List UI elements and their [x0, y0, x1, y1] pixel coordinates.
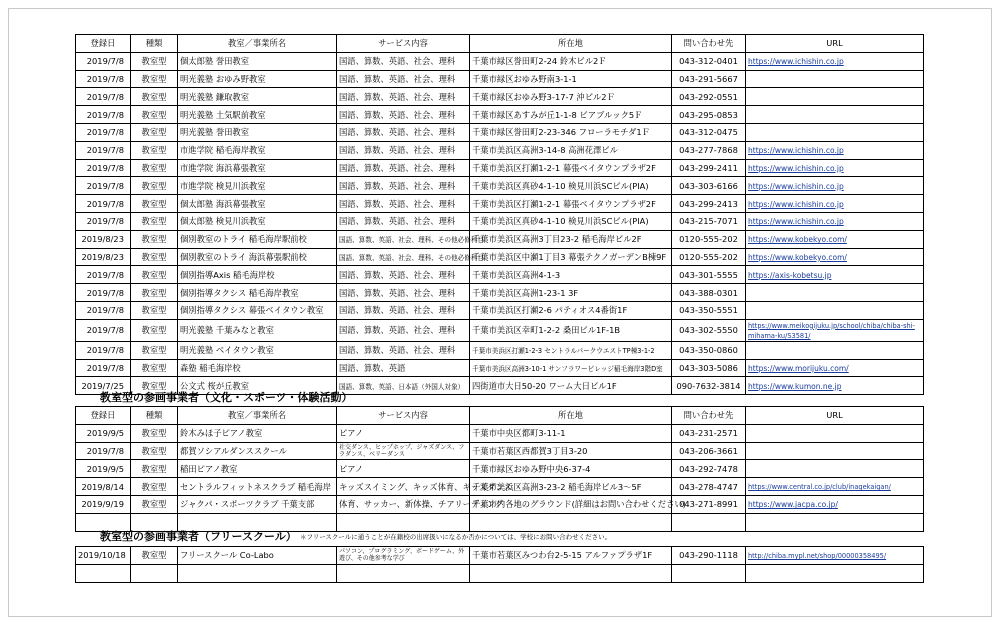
cell-type: 教室型 — [131, 359, 178, 377]
cell-address: 千葉市美浜区高洲3-14-8 高洲花澤ビル — [470, 141, 672, 159]
cell-date: 2019/8/14 — [76, 478, 131, 496]
cell-service: 国語、算数、英語、社会、理科 — [337, 141, 470, 159]
cell-contact: 043-312-0401 — [672, 52, 746, 70]
header-service: サービス内容 — [337, 35, 470, 53]
cell-date: 2019/9/5 — [76, 460, 131, 478]
cell-address: 千葉市緑区あすみが丘1-1-8 ビアブルック5Ｆ — [470, 106, 672, 124]
cell-contact: 043-277-7868 — [672, 141, 746, 159]
url-link[interactable]: https://www.kumon.ne.jp — [748, 381, 842, 391]
cell-type: 教室型 — [131, 177, 178, 195]
cell-service: 国語、算数、英語、社会、理科 — [337, 266, 470, 284]
cell-name: 市進学院 稲毛海岸教室 — [178, 141, 337, 159]
cell-service: 国語、算数、英語、社会、理科 — [337, 88, 470, 106]
cell-date: 2019/7/8 — [76, 266, 131, 284]
cell-name: セントラルフィットネスクラブ 稲毛海岸 — [178, 478, 337, 496]
cell-type: 教室型 — [131, 248, 178, 266]
cell-address: 千葉市若葉区みつわ台2-5-15 アルファプラザ1F — [470, 547, 672, 565]
cell-url — [746, 284, 924, 302]
cell-url — [746, 359, 924, 377]
cell-address: 千葉市美浜区高洲3丁目23-2 稲毛海岸ビル2F — [470, 230, 672, 248]
url-link[interactable]: http://chiba.mypl.net/shop/00000358495/ — [748, 552, 887, 561]
cell-type: 教室型 — [131, 195, 178, 213]
url-link[interactable]: https://www.kobekyo.com/ — [748, 252, 847, 262]
cell-name: 個太郎塾 誉田教室 — [178, 52, 337, 70]
cell-url — [746, 513, 924, 531]
cell-date: 2019/7/8 — [76, 159, 131, 177]
url-link[interactable]: https://www.ichishin.co.jp — [748, 199, 844, 209]
cell-contact: 043-215-7071 — [672, 212, 746, 230]
cell-address: 千葉市若葉区西都賀3丁目3-20 — [470, 442, 672, 460]
cell-type: 教室型 — [131, 123, 178, 141]
cell-type: 教室型 — [131, 230, 178, 248]
cell-url — [746, 88, 924, 106]
cell-contact: 043-301-5555 — [672, 266, 746, 284]
cell-name: 個別教室のトライ 海浜幕張駅前校 — [178, 248, 337, 266]
cell-date: 2019/7/8 — [76, 70, 131, 88]
cell-contact — [672, 513, 746, 531]
header-contact: 問い合わせ先 — [672, 407, 746, 425]
cell-service: 体育、サッカー、新体操、チアリーディング — [337, 495, 470, 513]
cell-date: 2019/7/8 — [76, 212, 131, 230]
cell-url — [746, 141, 924, 159]
url-link[interactable]: https://www.ichishin.co.jp — [748, 217, 844, 227]
cell-service: 国語、算数、英語、社会、理科 — [337, 177, 470, 195]
cell-name: 個太郎塾 検見川浜教室 — [178, 212, 337, 230]
cell-url — [746, 52, 924, 70]
header-url: URL — [746, 407, 924, 425]
header-address: 所在地 — [470, 407, 672, 425]
table-row — [76, 141, 924, 159]
cell-contact: 043-291-5667 — [672, 70, 746, 88]
cell-service: 国語、算数、英語、社会、理科 — [337, 52, 470, 70]
cell-address: 千葉市美浜区高洲1-23-1 3F — [470, 284, 672, 302]
cell-service: 国語、算数、英語、社会、理科 — [337, 106, 470, 124]
cell-name: フリースクール Co-Labo — [178, 547, 337, 565]
cell-contact: 043-295-0853 — [672, 106, 746, 124]
cell-url — [746, 106, 924, 124]
cell-service: 国語、算数、英語、社会、理科 — [337, 301, 470, 319]
culture-table — [75, 406, 924, 532]
cell-address: 千葉市内各地のグラウンド(詳細はお問い合わせください) — [470, 495, 672, 513]
cell-date: 2019/8/23 — [76, 248, 131, 266]
cell-type: 教室型 — [131, 106, 178, 124]
cell-address: 千葉市緑区誉田町2-23-346 フローラモチダ1Ｆ — [470, 123, 672, 141]
cell-name: 個別指導Axis 稲毛海岸校 — [178, 266, 337, 284]
cell-address: 千葉市美浜区打瀬1-2-1 幕張ベイタウンプラザ2F — [470, 195, 672, 213]
table-row — [76, 424, 924, 442]
cell-date: 2019/7/8 — [76, 301, 131, 319]
cell-date: 2019/9/19 — [76, 495, 131, 513]
cell-type — [131, 564, 178, 582]
cell-type: 教室型 — [131, 301, 178, 319]
url-link[interactable]: https://www.kobekyo.com/ — [748, 235, 847, 245]
table-row — [76, 442, 924, 460]
table-row — [76, 123, 924, 141]
cell-url — [746, 70, 924, 88]
freeschool-table — [75, 546, 924, 583]
table-row — [76, 547, 924, 565]
cell-type: 教室型 — [131, 547, 178, 565]
cell-service: 国語、算数、英語、社会、理科 — [337, 284, 470, 302]
cell-date: 2019/7/8 — [76, 442, 131, 460]
cell-date: 2019/7/25 — [76, 377, 131, 395]
cell-type: 教室型 — [131, 266, 178, 284]
cell-address: 千葉市緑区誉田町2-24 鈴木ビル2Ｆ — [470, 52, 672, 70]
cell-service: 国語、算数、英語、社会、理科 — [337, 212, 470, 230]
cell-url — [746, 564, 924, 582]
cell-type: 教室型 — [131, 212, 178, 230]
cell-address: 千葉市美浜区真砂4-1-10 検見川浜SCビル(PIA) — [470, 177, 672, 195]
cell-url — [746, 547, 924, 565]
cell-type: 教室型 — [131, 284, 178, 302]
cell-type: 教室型 — [131, 424, 178, 442]
header-contact: 問い合わせ先 — [672, 35, 746, 53]
cell-service: 国語、算数、英語、社会、理科 — [337, 319, 470, 341]
cell-address: 千葉市美浜区打瀬2-6 パティオス4番街1F — [470, 301, 672, 319]
cell-type: 教室型 — [131, 341, 178, 359]
cell-name: 都賀ソシアルダンススクール — [178, 442, 337, 460]
cell-date: 2019/7/8 — [76, 359, 131, 377]
cell-type: 教室型 — [131, 52, 178, 70]
cell-address: 四街道市大日50-20 ワーム大日ビル1F — [470, 377, 672, 395]
cell-service: 国語、算数、英語、社会、理科 — [337, 70, 470, 88]
cell-address — [470, 513, 672, 531]
cell-contact: 043-299-2411 — [672, 159, 746, 177]
cell-service: 社交ダンス、ヒップホップ、ジャズダンス、フラダンス、ベリーダンス — [337, 442, 470, 460]
cell-contact: 0120-555-202 — [672, 230, 746, 248]
cell-name: 明光義塾 おゆみ野教室 — [178, 70, 337, 88]
cell-name: 個別教室のトライ 稲毛海岸駅前校 — [178, 230, 337, 248]
cell-service: 国語、算数、英語、社会、理科、その他必修科目 — [337, 248, 470, 266]
cell-date: 2019/7/8 — [76, 319, 131, 341]
cell-date: 2019/7/8 — [76, 141, 131, 159]
cell-type: 教室型 — [131, 377, 178, 395]
cell-date: 2019/7/8 — [76, 195, 131, 213]
cell-address: 千葉市美浜区高洲4-1-3 — [470, 266, 672, 284]
table-row — [76, 177, 924, 195]
cell-contact: 043-271-8991 — [672, 495, 746, 513]
table-row — [76, 88, 924, 106]
url-link[interactable]: https://www.jacpa.co.jp/ — [748, 500, 838, 510]
cell-contact: 043-206-3661 — [672, 442, 746, 460]
cell-contact: 043-350-0860 — [672, 341, 746, 359]
cell-service: 国語、算数、英語、社会、理科 — [337, 159, 470, 177]
header-type: 種類 — [131, 35, 178, 53]
table-row — [76, 301, 924, 319]
header-name: 教室／事業所名 — [178, 35, 337, 53]
cell-type: 教室型 — [131, 495, 178, 513]
cell-name: 公文式 桜が丘教室 — [178, 377, 337, 395]
cell-name: 個別指導タクシス 幕張ベイタウン教室 — [178, 301, 337, 319]
cell-type: 教室型 — [131, 159, 178, 177]
cell-contact: 043-302-5550 — [672, 319, 746, 341]
cell-url — [746, 495, 924, 513]
table-row — [76, 564, 924, 582]
cell-name: 明光義塾 鎌取教室 — [178, 88, 337, 106]
url-link[interactable]: https://www.ichishin.co.jp — [748, 181, 844, 191]
cell-service — [337, 513, 470, 531]
cell-url — [746, 230, 924, 248]
table-row — [76, 460, 924, 478]
header-name: 教室／事業所名 — [178, 407, 337, 425]
cell-date: 2019/7/8 — [76, 88, 131, 106]
cell-contact: 043-231-2571 — [672, 424, 746, 442]
url-link[interactable]: https://axis-kobetsu.jp — [748, 270, 832, 280]
cell-address: 千葉市美浜区打瀬1-2-3 セントラルパークウエストTP棟3-1-2 — [470, 341, 672, 359]
cell-address: 千葉市緑区おゆみ野中央6-37-4 — [470, 460, 672, 478]
table-row — [76, 359, 924, 377]
cell-contact: 0120-555-202 — [672, 248, 746, 266]
cell-name: 明光義塾 ベイタウン教室 — [178, 341, 337, 359]
cell-name: 個別指導タクシス 稲毛海岸教室 — [178, 284, 337, 302]
table-row — [76, 106, 924, 124]
header-row — [76, 35, 924, 53]
cell-contact: 043-292-0551 — [672, 88, 746, 106]
cell-url — [746, 123, 924, 141]
cell-date — [76, 564, 131, 582]
cell-contact: 043-292-7478 — [672, 460, 746, 478]
cell-name — [178, 564, 337, 582]
table-row — [76, 319, 924, 341]
cell-address — [470, 564, 672, 582]
table-row — [76, 478, 924, 496]
cell-address: 千葉市美浜区幸町1-2-2 桑田ビル1F-1B — [470, 319, 672, 341]
cell-url — [746, 319, 924, 341]
cell-date: 2019/7/8 — [76, 341, 131, 359]
table-row — [76, 248, 924, 266]
url-link[interactable]: https://www.morijuku.com/ — [748, 363, 849, 373]
cell-service: 国語、算数、英語、社会、理科、その他必修科目 — [337, 230, 470, 248]
freeschool-note: ＊フリースクールに通うことが在籍校の出席扱いになるか否かについては、学校にお問い合わせください。 — [300, 533, 612, 541]
header-row — [76, 407, 924, 425]
url-link[interactable]: https://www.ichishin.co.jp — [748, 163, 844, 173]
url-link[interactable]: https://www.meikogijuku.jp/school/chiba/chiba-shi-mihama-ku/S3581/ — [748, 321, 915, 341]
cell-url — [746, 301, 924, 319]
cell-contact: 043-350-5551 — [672, 301, 746, 319]
cell-contact: 043-388-0301 — [672, 284, 746, 302]
header-type: 種類 — [131, 407, 178, 425]
table-row — [76, 230, 924, 248]
cell-url — [746, 266, 924, 284]
url-link[interactable]: https://www.central.co.jp/club/inagekaigan/ — [748, 483, 891, 492]
cell-name: 市進学院 検見川浜教室 — [178, 177, 337, 195]
cell-contact — [672, 564, 746, 582]
header-url: URL — [746, 35, 924, 53]
cell-address: 千葉市緑区おゆみ野3-17-7 沖ビル2Ｆ — [470, 88, 672, 106]
cell-contact: 043-303-5086 — [672, 359, 746, 377]
cell-name: 森塾 稲毛海岸校 — [178, 359, 337, 377]
cell-name: 鈴木みほ子ピアノ教室 — [178, 424, 337, 442]
header-date: 登録日 — [76, 407, 131, 425]
cell-type: 教室型 — [131, 460, 178, 478]
cell-date: 2019/7/8 — [76, 52, 131, 70]
cell-type: 教室型 — [131, 70, 178, 88]
cell-contact: 090-7632-3814 — [672, 377, 746, 395]
cell-date: 2019/10/18 — [76, 547, 131, 565]
section-title-freeschool: 教室型の参画事業者（フリースクール） — [100, 530, 297, 543]
cell-type: 教室型 — [131, 319, 178, 341]
cell-service — [337, 564, 470, 582]
main-table — [75, 34, 924, 395]
cell-url — [746, 177, 924, 195]
table-row — [76, 195, 924, 213]
cell-type: 教室型 — [131, 478, 178, 496]
cell-service: 国語、算数、英語、社会、理科 — [337, 195, 470, 213]
cell-address: 千葉市美浜区打瀬1-2-1 幕張ベイタウンプラザ2F — [470, 159, 672, 177]
cell-name: 稲田ピアノ教室 — [178, 460, 337, 478]
cell-url — [746, 212, 924, 230]
cell-date: 2019/7/8 — [76, 123, 131, 141]
cell-url — [746, 460, 924, 478]
url-link[interactable]: https://www.ichishin.co.jp — [748, 146, 844, 156]
cell-service: パソコン、プログラミング、ボードゲーム、外遊び、その他参考な学び — [337, 547, 470, 565]
cell-url — [746, 478, 924, 496]
table-row — [76, 212, 924, 230]
cell-url — [746, 159, 924, 177]
table-row — [76, 159, 924, 177]
section-title-culture: 教室型の参画事業者（文化・スポーツ・体験活動） — [100, 391, 353, 404]
cell-url — [746, 341, 924, 359]
cell-type: 教室型 — [131, 88, 178, 106]
cell-date: 2019/7/8 — [76, 177, 131, 195]
cell-url — [746, 442, 924, 460]
cell-url — [746, 195, 924, 213]
cell-address: 千葉市美浜区高洲3-10-1 サンフラワービレッジ稲毛海岸3階D室 — [470, 359, 672, 377]
cell-contact: 043-299-2413 — [672, 195, 746, 213]
cell-service: 国語、算数、英語 — [337, 359, 470, 377]
cell-type: 教室型 — [131, 141, 178, 159]
header-address: 所在地 — [470, 35, 672, 53]
cell-service: ピアノ — [337, 424, 470, 442]
cell-address: 千葉市美浜区中瀬1丁目3 幕張テクノガーデンB棟9F — [470, 248, 672, 266]
cell-name: 個太郎塾 海浜幕張教室 — [178, 195, 337, 213]
cell-service: ピアノ — [337, 460, 470, 478]
cell-address: 千葉市美浜区高洲3-23-2 稲毛海岸ビル3～5F — [470, 478, 672, 496]
cell-url — [746, 424, 924, 442]
cell-date: 2019/8/23 — [76, 230, 131, 248]
cell-contact: 043-312-0475 — [672, 123, 746, 141]
cell-service: 国語、算数、英語、社会、理科 — [337, 123, 470, 141]
cell-name: 明光義塾 土気駅前教室 — [178, 106, 337, 124]
cell-url — [746, 248, 924, 266]
cell-address: 千葉市中央区都町3-11-1 — [470, 424, 672, 442]
cell-contact: 043-303-6166 — [672, 177, 746, 195]
cell-name: 明光義塾 千葉みなと教室 — [178, 319, 337, 341]
cell-name: 明光義塾 誉田教室 — [178, 123, 337, 141]
table-row — [76, 284, 924, 302]
cell-date: 2019/7/8 — [76, 106, 131, 124]
table-row — [76, 266, 924, 284]
cell-name: ジャクパ・スポーツクラブ 千葉支部 — [178, 495, 337, 513]
header-date: 登録日 — [76, 35, 131, 53]
table-row — [76, 52, 924, 70]
url-link[interactable]: https://www.ichishin.co.jp — [748, 57, 844, 67]
cell-service: 国語、算数、英語、社会、理科 — [337, 341, 470, 359]
cell-address: 千葉市美浜区真砂4-1-10 検見川浜SCビル(PIA) — [470, 212, 672, 230]
cell-contact: 043-290-1118 — [672, 547, 746, 565]
header-service: サービス内容 — [337, 407, 470, 425]
cell-url — [746, 377, 924, 395]
cell-name: 市進学院 海浜幕張教室 — [178, 159, 337, 177]
cell-date: 2019/7/8 — [76, 284, 131, 302]
cell-address: 千葉市緑区おゆみ野南3-1-1 — [470, 70, 672, 88]
cell-contact: 043-278-4747 — [672, 478, 746, 496]
cell-service: キッズスイミング、キッズ体育、キッズダンス — [337, 478, 470, 496]
cell-type: 教室型 — [131, 442, 178, 460]
table-row — [76, 341, 924, 359]
table-row — [76, 495, 924, 513]
cell-service: 国語、算数、英語、日本語（外国人対象） — [337, 377, 470, 395]
cell-date: 2019/9/5 — [76, 424, 131, 442]
table-row — [76, 70, 924, 88]
